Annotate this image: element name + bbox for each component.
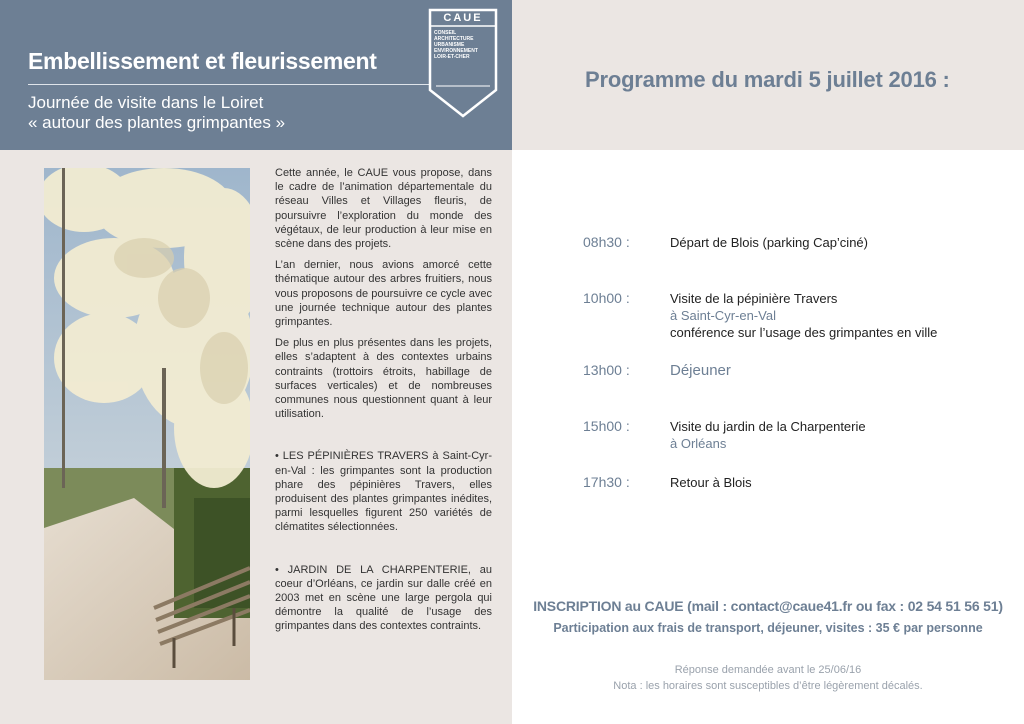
caue-logo (428, 8, 498, 120)
pepinieres-paragraph: • LES PÉPINIÈRES TRAVERS à Saint-Cyr-en-Val : les grimpantes sont la production phare des pépinières Travers, elles produisent des plantes grimpantes inédites, parmi lesquelles figurent 250 variétés de clématites sélectionnées. (275, 450, 492, 534)
intro-paragraph: De plus en plus présentes dans les projets, elles s’adaptent à des contextes urbains contraints (trottoirs étroits, habillage de surfaces verticales) et de nombreuses communes nous questionnent quant à leur utilisation. (275, 337, 492, 421)
jardin-paragraph: • JARDIN DE LA CHARPENTERIE, au coeur d’Orléans, ce jardin sur dalle créé en 2003 met en scène une large pergola qui démontre la qualité de l’usage des grimpantes dans des contextes contraints. (275, 563, 492, 633)
schedule-line: Visite du jardin de la Charpenterie (670, 419, 866, 434)
schedule-time: 10h00 : (583, 290, 630, 306)
intro-paragraph: Cette année, le CAUE vous propose, dans le cadre de l’animation départementale du réseau Villes et Villages fleuris, de poursuivre l’exploration du monde des végétaux, de leur production à leur mise en scène dans des projets. (275, 167, 492, 251)
schedule-line: Retour à Blois (670, 475, 752, 490)
intro-text (275, 166, 492, 641)
wisteria-pergola-photo (44, 168, 250, 680)
title-divider (28, 84, 430, 85)
programme-title: Programme du mardi 5 juillet 2016 : (585, 67, 950, 92)
schedule-line: Visite de la pépinière Travers (670, 291, 838, 306)
logo-line: ENVIRONNEMENT (434, 48, 478, 54)
page-title: Embellissement et fleurissement (28, 48, 377, 74)
subtitle-line-1: Journée de visite dans le Loiret (28, 93, 264, 112)
nota: Nota : les horaires sont susceptibles d’être légèrement décalés. (613, 680, 923, 692)
schedule-time: 13h00 : (583, 362, 630, 378)
schedule-time: 15h00 : (583, 418, 630, 434)
logo-name: CAUE (443, 12, 483, 24)
schedule-time: 17h30 : (583, 474, 630, 490)
intro-paragraph: L’an dernier, nous avions amorcé cette thématique autour des arbres fruitiers, nous vous proposons de poursuivre ce cycle avec une journée technique autour des plantes grimpantes. (275, 259, 492, 329)
reponse-deadline: Réponse demandée avant le 25/06/16 (674, 664, 862, 676)
schedule-description (670, 290, 990, 341)
logo-lines (434, 30, 478, 60)
schedule-line: Déjeuner (670, 362, 731, 379)
logo-line: URBANISME (434, 42, 465, 48)
schedule-description (670, 474, 990, 491)
page-subtitle (28, 93, 285, 133)
footnotes (512, 662, 1024, 694)
schedule-line: Départ de Blois (parking Cap’ciné) (670, 235, 868, 250)
schedule-description (670, 418, 990, 452)
logo-line: ARCHITECTURE (434, 36, 474, 42)
participation-info: Participation aux frais de transport, déjeuner, visites : 35 € par personne (553, 621, 983, 635)
logo-line: LOIR-ET-CHER (434, 54, 470, 60)
inscription-info: INSCRIPTION au CAUE (mail : contact@caue41.fr ou fax : 02 54 51 56 51) (533, 598, 1003, 614)
schedule-description (670, 234, 990, 251)
schedule-location: à Saint-Cyr-en-Val (670, 308, 776, 323)
schedule-description (670, 362, 990, 379)
schedule-time: 08h30 : (583, 234, 630, 250)
logo-line: CONSEIL (434, 30, 457, 36)
schedule-location: à Orléans (670, 436, 727, 451)
subtitle-line-2: « autour des plantes grimpantes » (28, 113, 286, 132)
schedule-line: conférence sur l’usage des grimpantes en ville (670, 325, 938, 340)
